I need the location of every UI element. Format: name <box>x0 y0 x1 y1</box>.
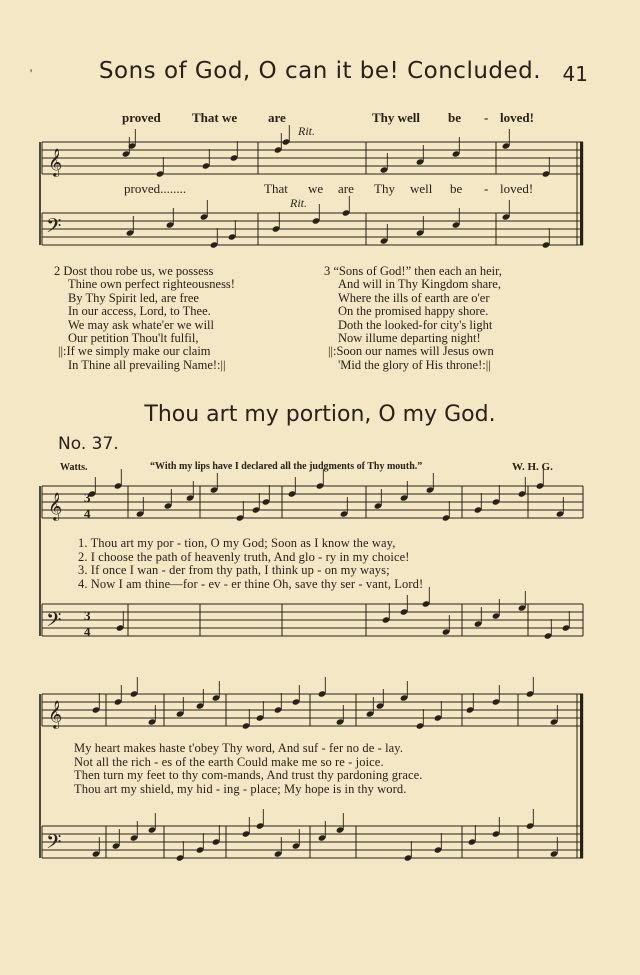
verse-line: 3 “Sons of God!” then each an heir, <box>324 264 502 278</box>
verse-line: Now illume departing night! <box>338 331 481 346</box>
bass-clef-icon: 𝄢 <box>46 214 62 242</box>
verse-line: 'Mid the glory of His throne!:|| <box>338 357 491 372</box>
lyric-word: be <box>450 181 463 196</box>
verse-line: 2 Dost thou robe us, we possess <box>54 264 214 278</box>
time-signature-bottom: 4 <box>84 506 91 521</box>
page-number: 41 <box>562 62 588 86</box>
verse-row: 4. Now I am thine—for - ev - er thine Oh, save thy ser - vant, Lord! <box>78 576 424 591</box>
page-title: Sons of God, O can it be! Concluded. <box>98 58 542 84</box>
verse-row: 3. If once I wan - der from thy path, I think up - on my ways; <box>78 563 390 577</box>
lyric-word: Thy well <box>372 110 421 125</box>
ritardando-marking: Rit. <box>298 124 315 138</box>
verse-line: On the promised happy shore. <box>338 304 489 319</box>
author-credit: Watts. <box>60 462 88 473</box>
verse-row: 1. Thou art my por - tion, O my God; Soon as I know the way, <box>78 536 396 550</box>
lyric-word: be <box>448 110 461 125</box>
lyric-word: well <box>410 181 433 196</box>
verse-row: Not all the rich - es of the earth Could make me so re - joice. <box>74 754 384 769</box>
bass-clef-icon: 𝄢 <box>46 830 62 858</box>
time-signature-top: 3 <box>84 608 91 623</box>
bass-clef-icon: 𝄢 <box>46 608 62 636</box>
treble-clef-icon: 𝄞 <box>48 700 63 728</box>
scripture-epigraph: “With my lips have I declared all the judgments of Thy mouth.” <box>150 461 423 472</box>
lyric-word: - <box>484 181 489 196</box>
lyric-word: Thy <box>374 181 395 196</box>
song-number: No. 37. <box>58 434 119 454</box>
lyric-word: loved! <box>500 110 534 125</box>
verse-row: My heart makes haste t'obey Thy word, And suf - fer no de - lay. <box>74 741 404 755</box>
verse-line: In our access, Lord, to Thee. <box>68 304 211 319</box>
lyric-word: we <box>308 181 324 196</box>
page-header-mark: ' <box>30 66 33 80</box>
lyric-word: That we <box>192 110 238 125</box>
treble-clef-icon: 𝄞 <box>48 148 63 176</box>
verse-line: In Thine all prevailing Name!:|| <box>68 357 226 372</box>
verse-line: Doth the looked-for city's light <box>338 317 493 332</box>
lyric-word: - <box>484 110 489 125</box>
verse-line: Our petition Thou'lt fulfil, <box>68 331 199 346</box>
time-signature-top: 3 <box>84 490 91 505</box>
verse-line: By Thy Spirit led, are free <box>68 290 199 305</box>
thick-end-barline <box>580 142 583 245</box>
verse-line: ||:Soon our names will Jesus own <box>328 344 494 359</box>
lyric-word: loved! <box>500 181 534 196</box>
verse-line: We may ask whate'er we will <box>68 317 214 332</box>
lyric-word: are <box>338 181 354 196</box>
verse-line: ||:If we simply make our claim <box>58 344 211 359</box>
lyric-word: proved <box>122 110 161 125</box>
verse-line: Thine own perfect righteousness! <box>68 277 235 292</box>
verse-row: Then turn my feet to thy com-mands, And trust thy pardoning grace. <box>74 768 423 782</box>
lyric-word: That <box>264 181 288 196</box>
verse-line: And will in Thy Kingdom share, <box>338 277 501 292</box>
thick-end-barline <box>580 694 583 858</box>
lyric-word: are <box>268 110 286 125</box>
verse-row: Thou art my shield, my hid - ing - place; My hope is in thy word. <box>74 781 407 796</box>
verse-line: Where the ills of earth are o'er <box>338 290 490 305</box>
time-signature-bottom: 4 <box>84 624 91 639</box>
lyric-word: proved........ <box>124 181 187 196</box>
verse-row: 2. I choose the path of heavenly truth, And glo - ry in my choice! <box>78 549 410 564</box>
ritardando-marking-lower: Rit. <box>290 196 307 210</box>
composer-credit: W. H. G. <box>512 461 553 473</box>
song-title: Thou art my portion, O my God. <box>144 402 496 427</box>
treble-clef-icon: 𝄞 <box>48 492 63 520</box>
